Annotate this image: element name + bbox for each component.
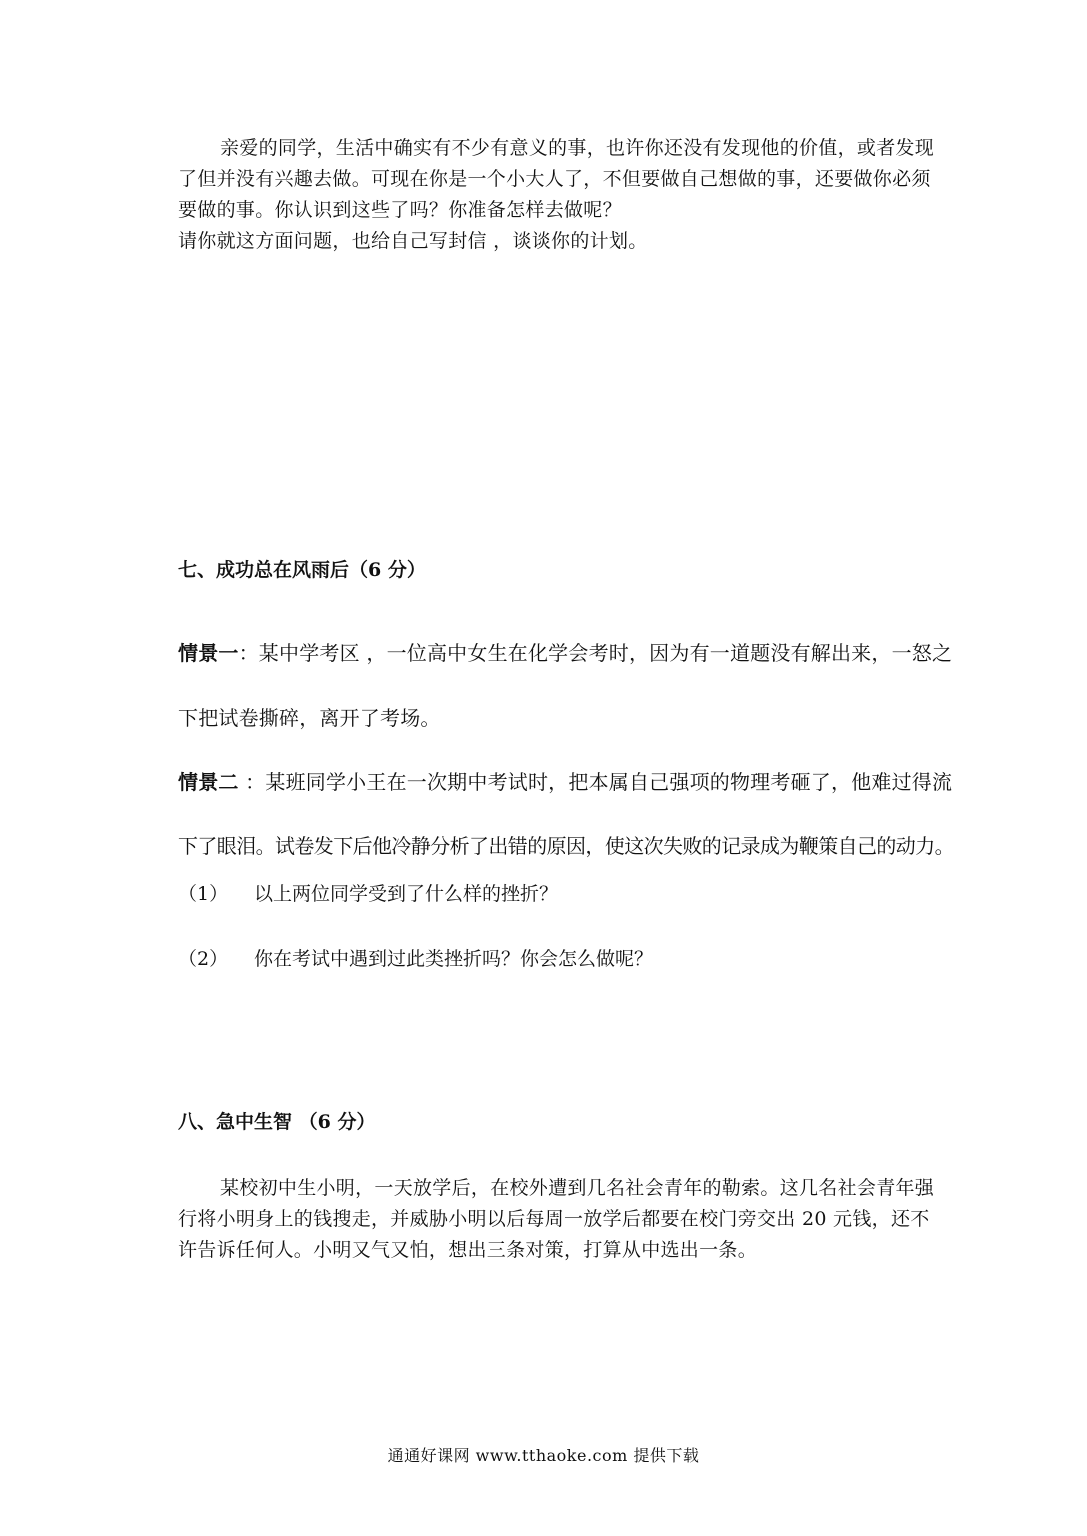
section8-line-1: 某校初中生小明，一天放学后，在校外遭到几名社会青年的勒索。这几名社会青年强 <box>220 1177 935 1199</box>
section8-heading: 八、急中生智 （6 分） <box>178 1111 376 1133</box>
intro-line-2: 了但并没有兴趣去做。可现在你是一个小大人了，不但要做自己想做的事，还要做你必须 <box>178 168 931 190</box>
scene2-line-2: 下了眼泪。试卷发下后他冷静分析了出错的原因，使这次失败的记录成为鞭策自己的动力。 <box>178 834 954 858</box>
intro-paragraph <box>178 133 1030 257</box>
question-1-number: （1） <box>178 883 229 905</box>
question-1 <box>178 880 1030 908</box>
scene2-line-1 <box>178 768 1030 796</box>
section8-paragraph <box>178 1173 1030 1266</box>
scene1-line-2: 下把试卷撕碎，离开了考场。 <box>178 706 441 730</box>
question-2 <box>178 945 1030 973</box>
question-1-text: 以上两位同学受到了什么样的挫折？ <box>254 883 559 905</box>
intro-prompt: 请你就这方面问题，也给自己写封信 ，谈谈你的计划。 <box>178 230 648 252</box>
scene1-text-1: ：某中学考区 ，一位高中女生在化学会考时，因为有一道题没有解出来，一怒之 <box>238 641 953 665</box>
scene2-label: 情景二 <box>178 770 239 794</box>
section7-heading: 七、成功总在风雨后（6 分） <box>178 559 426 581</box>
intro-line-3: 要做的事。你认识到这些了吗？你准备怎样去做呢？ <box>178 199 622 221</box>
section8-line-3: 许告诉任何人。小明又气又怕，想出三条对策，打算从中选出一条。 <box>178 1239 758 1261</box>
intro-line-1: 亲爱的同学，生活中确实有不少有意义的事，也许你还没有发现他的价值，或者发现 <box>220 137 935 159</box>
question-2-text: 你在考试中遇到过此类挫折吗？你会怎么做呢？ <box>254 948 654 970</box>
scene1-label: 情景一 <box>178 641 239 665</box>
footer-credit: 通通好课网 www.tthaoke.com 提供下载 <box>387 1446 700 1465</box>
scene1-line-1 <box>178 639 1030 667</box>
section8-line-2: 行将小明身上的钱搜走，并威胁小明以后每周一放学后都要在校门旁交出 20 元钱，还不 <box>178 1208 930 1230</box>
scene2-text-1: ：某班同学小王在一次期中考试时，把本属自己强项的物理考砸了，他难过得流 <box>238 770 953 794</box>
question-2-number: （2） <box>178 948 229 970</box>
